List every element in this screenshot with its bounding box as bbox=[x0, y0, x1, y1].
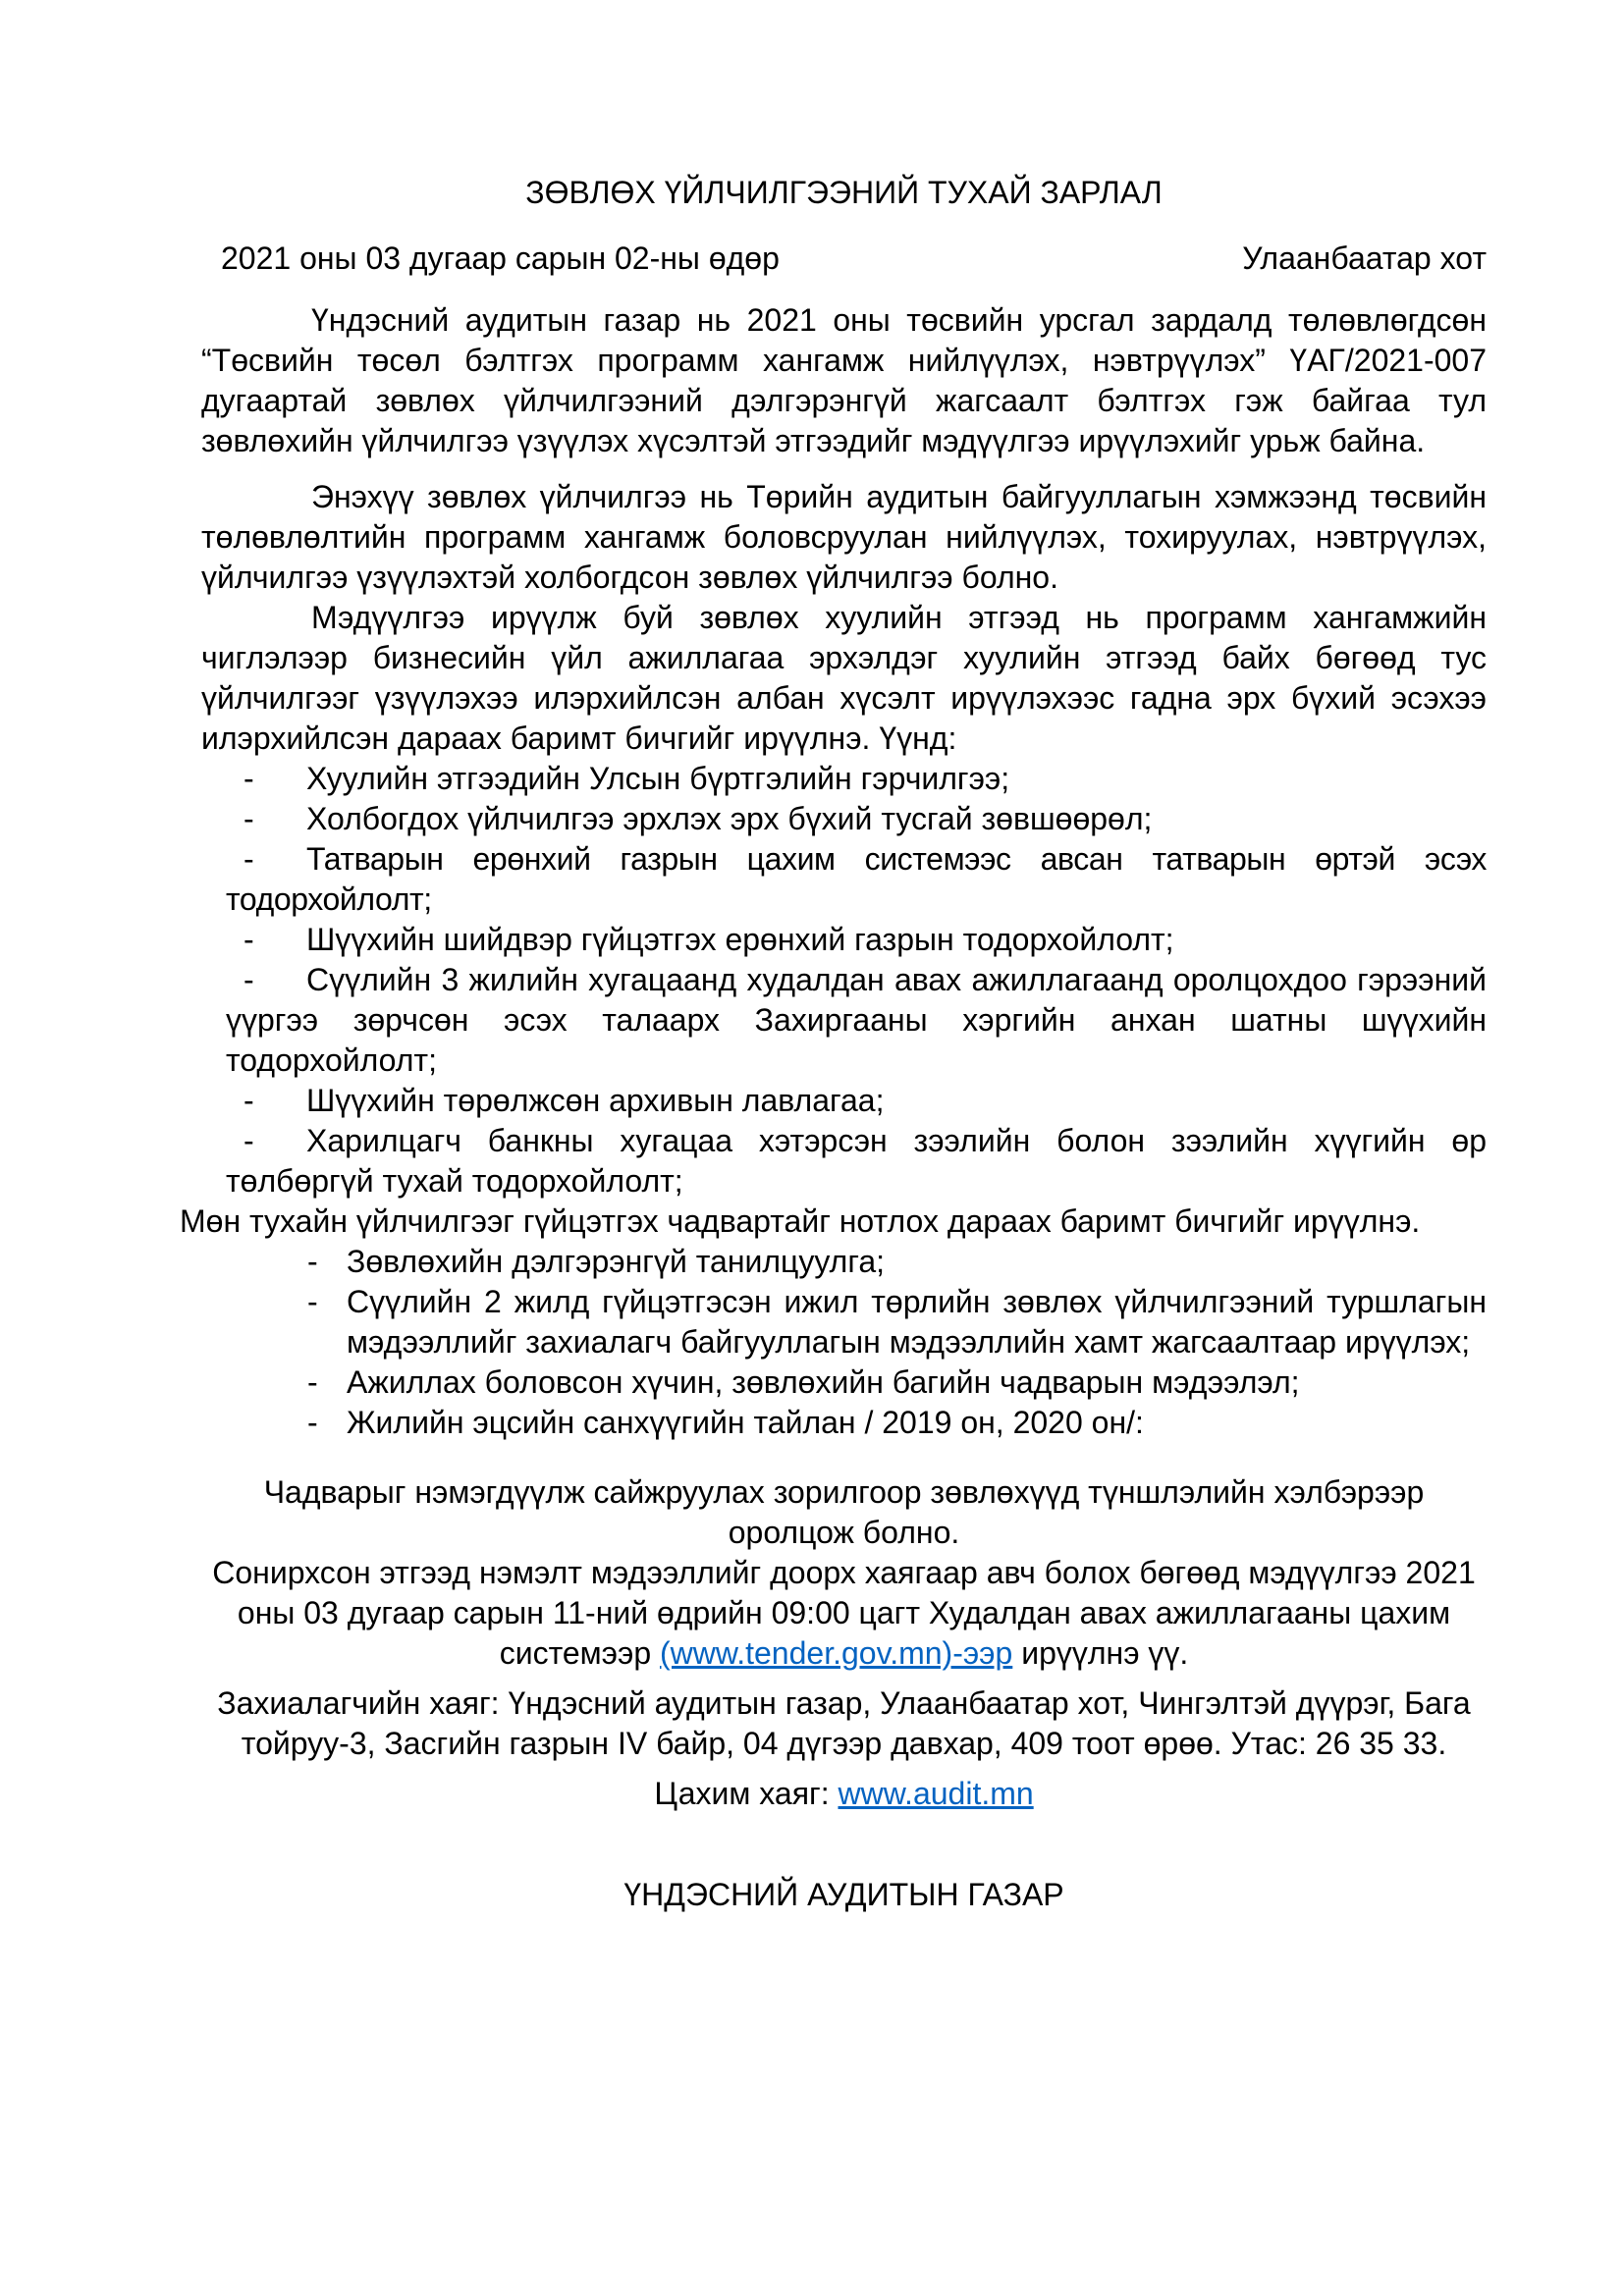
required-doc-text: Сүүлийн 3 жилийн хугацаанд худалдан авах ажиллагаанд оролцохдоо гэрээний үүргээ зөрчсөн эсэх талаарх Захиргааны хэргийн анхан шатны шүүхийн тодорхойлолт; bbox=[226, 962, 1487, 1078]
bullet-dash: - bbox=[244, 1123, 254, 1158]
required-doc-text: Татварын ерөнхий газрын цахим системээс авсан татварын өртэй эсэх тодорхойлолт; bbox=[226, 841, 1487, 917]
intro-paragraph-1: Үндэсний аудитын газар нь 2021 оны төсвийн урсгал зардалд төлөвлөгдсөн “Төсвийн төсөл бэлтгэх программ хангамж нийлүүлэх, нэвтрүүлэх” ҮАГ/2021-007 дугаартай зөвлөх үйлчилгээний дэлгэрэнгүй жагсаалт бэлтгэх гэж байгаа тул зөвлөхийн үйлчилгээ үзүүлэх хүсэлтэй этгээдийг мэдүүлгээ ирүүлэхийг урьж байна. bbox=[201, 302, 1487, 458]
bullet-dash: - bbox=[244, 962, 254, 997]
bullet-dash: - bbox=[307, 1244, 318, 1279]
capability-doc-item bbox=[201, 1282, 1487, 1362]
capability-note: Мөн тухайн үйлчилгээг гүйцэтгэх чадвартайг нотлох дараах баримт бичгийг ирүүлнэ. bbox=[180, 1203, 1421, 1239]
address-text: Захиалагчийн хаяг: Үндэсний аудитын газар, Улаанбаатар хот, Чингэлтэй дүүрэг, Бага тойруу-3, Засгийн газрын IV байр, 04 дүгээр давхар, 409 тоот өрөө. Утас: 26 35 33. bbox=[217, 1685, 1471, 1761]
date-text: 2021 оны 03 дугаар сарын 02-ны өдөр bbox=[221, 240, 780, 276]
required-doc-text: Шүүхийн төрөлжсөн архивын лавлагаа; bbox=[306, 1083, 885, 1118]
capability-doc-item bbox=[201, 1242, 1487, 1282]
required-doc-text: Холбогдох үйлчилгээ эрхлэх эрх бүхий тусгай зөвшөөрөл; bbox=[306, 801, 1153, 836]
bullet-dash: - bbox=[244, 801, 254, 836]
required-doc-text: Шүүхийн шийдвэр гүйцэтгэх ерөнхий газрын тодорхойлолт; bbox=[306, 922, 1174, 957]
required-doc-text: Хуулийн этгээдийн Улсын бүртгэлийн гэрчилгээ; bbox=[306, 761, 1010, 796]
submission-text-before: Сонирхсон этгээд нэмэлт мэдээллийг доорх хаягаар авч болох бөгөөд мэдүүлгээ 2021 оны 03 дугаар сарын 11-ний өдрийн 09:00 цагт Худалдан авах ажиллагааны цахим системээр bbox=[212, 1555, 1476, 1671]
email-label: Цахим хаяг: bbox=[654, 1776, 839, 1811]
required-doc-item bbox=[201, 759, 1487, 799]
capability-doc-text: Ажиллах боловсон хүчин, зөвлөхийн багийн чадварын мэдээлэл; bbox=[347, 1364, 1300, 1400]
bullet-dash: - bbox=[244, 841, 254, 877]
required-doc-text: Харилцагч банкны хугацаа хэтэрсэн зээлийн болон зээлийн хүүгийн өр төлбөргүй тухай тодорхойлолт; bbox=[226, 1123, 1487, 1199]
tender-link[interactable]: (www.tender.gov.mn)-ээр bbox=[660, 1635, 1013, 1671]
capability-documents-list bbox=[201, 1242, 1487, 1443]
bullet-dash: - bbox=[307, 1364, 318, 1400]
partnership-note: Чадварыг нэмэгдүүлж сайжруулах зорилгоор зөвлөхүүд түншлэлийн хэлбэрээр оролцож болно. bbox=[263, 1474, 1425, 1550]
bullet-dash: - bbox=[307, 1405, 318, 1440]
intro-paragraph-2: Энэхүү зөвлөх үйлчилгээ нь Төрийн аудитын байгууллагын хэмжээнд төсвийн төлөвлөлтийн программ хангамж боловсруулан нийлүүлэх, тохируулах, нэвтрүүлэх, үйлчилгээ үзүүлэхтэй холбогдсон зөвлөх үйлчилгээ болно. bbox=[201, 479, 1487, 595]
capability-doc-item bbox=[201, 1362, 1487, 1403]
required-doc-item bbox=[201, 920, 1487, 960]
bullet-dash: - bbox=[244, 1083, 254, 1118]
page-title: ЗӨВЛӨХ ҮЙЛЧИЛГЭЭНИЙ ТУХАЙ ЗАРЛАЛ bbox=[525, 175, 1163, 210]
submission-paragraph bbox=[201, 1553, 1487, 1674]
required-doc-item bbox=[201, 1081, 1487, 1121]
capability-doc-text: Жилийн эцсийн санхүүгийн тайлан / 2019 он, 2020 он/: bbox=[347, 1405, 1144, 1440]
audit-link[interactable]: www.audit.mn bbox=[838, 1776, 1034, 1811]
bullet-dash: - bbox=[307, 1284, 318, 1319]
capability-doc-text: Зөвлөхийн дэлгэрэнгүй танилцуулга; bbox=[347, 1244, 885, 1279]
submission-text-after: ирүүлнэ үү. bbox=[1012, 1635, 1189, 1671]
required-doc-item bbox=[201, 839, 1487, 920]
footer-org-name: ҮНДЭСНИЙ АУДИТЫН ГАЗАР bbox=[623, 1877, 1064, 1912]
city-text: Улаанбаатар хот bbox=[1242, 240, 1487, 276]
bullet-dash: - bbox=[244, 922, 254, 957]
email-line bbox=[201, 1774, 1487, 1814]
required-doc-item bbox=[201, 960, 1487, 1081]
capability-doc-item bbox=[201, 1403, 1487, 1443]
required-doc-item bbox=[201, 799, 1487, 839]
required-doc-item bbox=[201, 1121, 1487, 1201]
bullet-dash: - bbox=[244, 761, 254, 796]
dateline bbox=[201, 239, 1487, 279]
intro-paragraph-3: Мэдүүлгээ ирүүлж буй зөвлөх хуулийн этгээд нь программ хангамжийн чиглэлээр бизнесийн үйл ажиллагаа эрхэлдэг хуулийн этгээд байх бөгөөд тус үйлчилгээг үзүүлэхээ илэрхийлсэн албан хүсэлт ирүүлэхээс гадна эрх бүхий эсэхээ илэрхийлсэн дараах баримт бичгийг ирүүлнэ. Үүнд: bbox=[201, 600, 1487, 756]
required-documents-list bbox=[201, 759, 1487, 1201]
capability-doc-text: Сүүлийн 2 жилд гүйцэтгэсэн ижил төрлийн зөвлөх үйлчилгээний туршлагын мэдээллийг захиалагч байгууллагын мэдээллийн хамт жагсаалтаар ирүүлэх; bbox=[347, 1284, 1487, 1360]
